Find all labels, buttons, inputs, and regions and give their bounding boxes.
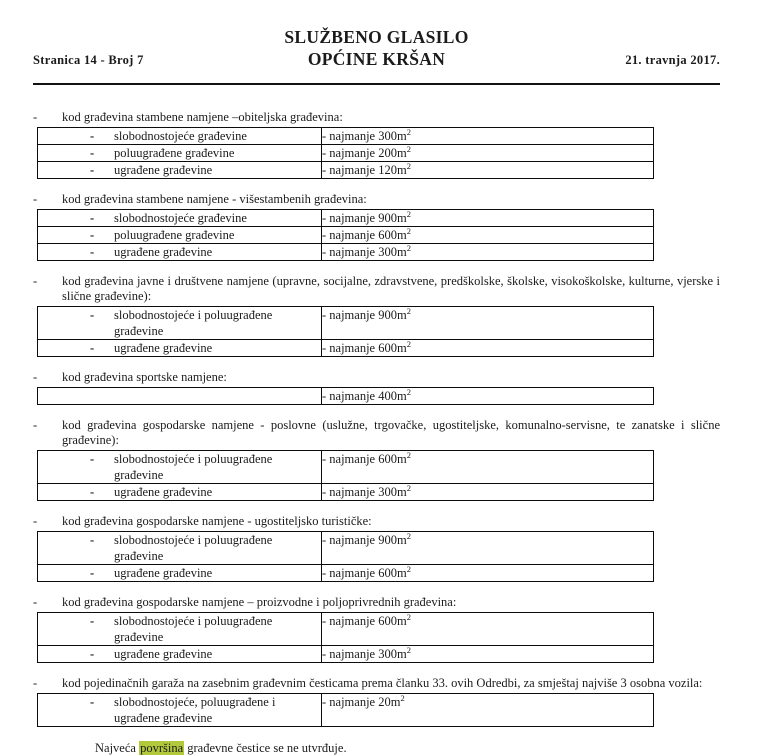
section-heading-row [33, 514, 720, 529]
section-bullet: - [33, 274, 38, 288]
table-row [38, 388, 654, 405]
footer-note-prefix: Najveća [95, 741, 140, 755]
section-heading-row [33, 192, 720, 207]
row-value: - najmanje 900m [322, 308, 407, 322]
row-value-cell [322, 128, 654, 145]
section [33, 370, 720, 405]
section-heading-row [33, 370, 720, 385]
section-heading: kod građevina stambene namjene –obiteljska građevina: [62, 110, 343, 124]
row-value: - najmanje 120m [322, 163, 407, 177]
issue-date: 21. travnja 2017. [625, 53, 720, 67]
gazette-title-line1: SLUŽBENO GLASILO [284, 27, 469, 47]
header-divider [33, 83, 720, 85]
section [33, 110, 720, 179]
row-value-cell [322, 694, 654, 727]
section-table [37, 127, 654, 179]
row-value-superscript: 2 [406, 143, 411, 154]
row-bullet: - [90, 146, 95, 160]
footer-note [95, 740, 720, 756]
section-heading-row [33, 418, 720, 448]
table-row [38, 307, 654, 340]
table-row [38, 613, 654, 646]
section-heading: kod pojedinačnih garaža na zasebnim građevnim česticama prema članku 33. ovih Odredbi, za smještaj najviše 3 osobna vozila: [62, 676, 703, 690]
section-table [37, 531, 654, 582]
row-bullet: - [90, 308, 95, 322]
table-row [38, 162, 654, 179]
table-row [38, 646, 654, 663]
row-value-superscript: 2 [400, 692, 405, 703]
row-value-superscript: 2 [406, 242, 411, 253]
row-bullet: - [90, 341, 95, 355]
row-label-cell [38, 128, 322, 145]
row-label-cell [38, 307, 322, 340]
row-label-cell [38, 145, 322, 162]
table-row [38, 210, 654, 227]
section [33, 274, 720, 357]
row-value: - najmanje 300m [322, 245, 407, 259]
row-label: ugrađene građevine [114, 245, 213, 259]
section-table [37, 306, 654, 357]
row-bullet: - [90, 566, 95, 580]
row-label: ugrađene građevine [114, 566, 213, 580]
row-label-cell [38, 613, 322, 646]
row-value-cell [322, 340, 654, 357]
row-value: - najmanje 300m [322, 485, 407, 499]
row-label-cell [38, 227, 322, 244]
row-value-cell [322, 451, 654, 484]
row-label: poluugrađene građevine [114, 228, 235, 242]
row-label-cell [38, 565, 322, 582]
table-row [38, 128, 654, 145]
footer-note-suffix: građevne čestice se ne utvrđuje. [184, 741, 347, 755]
row-label: ugrađene građevine [114, 341, 213, 355]
table-row [38, 340, 654, 357]
table-row [38, 451, 654, 484]
row-label-cell [38, 340, 322, 357]
row-label: ugrađene građevine [114, 647, 213, 661]
row-value-superscript: 2 [406, 225, 411, 236]
gazette-title-line2: OPĆINE KRŠAN [307, 49, 446, 69]
section [33, 595, 720, 663]
row-label-cell [38, 210, 322, 227]
section-heading: kod građevina stambene namjene - višestambenih građevina: [62, 192, 367, 206]
section-bullet: - [33, 192, 38, 206]
section-heading: kod građevina sportske namjene: [62, 370, 227, 384]
section-bullet: - [33, 370, 38, 384]
row-value: - najmanje 20m [322, 695, 401, 709]
row-bullet: - [90, 211, 95, 225]
row-value-superscript: 2 [406, 126, 411, 137]
row-bullet: - [90, 129, 95, 143]
row-label: slobodnostojeće i poluugrađene građevine [114, 308, 273, 338]
masthead [33, 26, 720, 70]
row-value: - najmanje 200m [322, 146, 407, 160]
section-heading: kod građevina gospodarske namjene – proizvodne i poljoprivrednih građevina: [62, 595, 457, 609]
section-table [37, 693, 654, 727]
row-value-cell [322, 307, 654, 340]
row-label: slobodnostojeće građevine [114, 211, 247, 225]
row-value-superscript: 2 [406, 563, 411, 574]
row-label: slobodnostojeće i poluugrađene građevine [114, 614, 273, 644]
footer-note-highlight: površina [140, 741, 184, 755]
row-value-cell [322, 565, 654, 582]
row-label-cell [38, 162, 322, 179]
row-label: slobodnostojeće i poluugrađene građevine [114, 452, 273, 482]
row-label: poluugrađene građevine [114, 146, 235, 160]
row-value: - najmanje 600m [322, 614, 407, 628]
row-value-cell [322, 210, 654, 227]
section-table [37, 387, 654, 405]
row-value-superscript: 2 [406, 530, 411, 541]
row-value-cell [322, 227, 654, 244]
section-heading: kod građevina gospodarske namjene - ugostiteljsko turističke: [62, 514, 372, 528]
row-value-cell [322, 532, 654, 565]
row-label-cell [38, 484, 322, 501]
table-row [38, 532, 654, 565]
row-value-superscript: 2 [406, 482, 411, 493]
row-value: - najmanje 400m [322, 389, 407, 403]
row-value-cell [322, 484, 654, 501]
section-table [37, 612, 654, 663]
section-heading-row [33, 110, 720, 125]
page-number-issue: Stranica 14 - Broj 7 [33, 53, 144, 67]
row-value-cell [322, 388, 654, 405]
section-heading-row [33, 595, 720, 610]
table-row [38, 694, 654, 727]
row-value-superscript: 2 [406, 449, 411, 460]
table-row [38, 227, 654, 244]
row-value-cell [322, 646, 654, 663]
row-bullet: - [90, 228, 95, 242]
table-row [38, 484, 654, 501]
row-label-cell [38, 532, 322, 565]
row-bullet: - [90, 245, 95, 259]
section-bullet: - [33, 418, 38, 432]
row-value: - najmanje 900m [322, 533, 407, 547]
row-label: slobodnostojeće i poluugrađene građevine [114, 533, 273, 563]
section-bullet: - [33, 676, 38, 690]
row-value-superscript: 2 [406, 305, 411, 316]
row-value-superscript: 2 [406, 644, 411, 655]
row-value-cell [322, 613, 654, 646]
table-row [38, 244, 654, 261]
section-heading-row [33, 274, 720, 304]
row-bullet: - [90, 647, 95, 661]
row-label-cell [38, 694, 322, 727]
section [33, 676, 720, 727]
section-table [37, 450, 654, 501]
row-value: - najmanje 600m [322, 452, 407, 466]
row-value-superscript: 2 [406, 338, 411, 349]
row-bullet: - [90, 452, 95, 466]
section-bullet: - [33, 514, 38, 528]
row-label: ugrađene građevine [114, 163, 213, 177]
table-row [38, 565, 654, 582]
row-value: - najmanje 600m [322, 341, 407, 355]
row-value-cell [322, 162, 654, 179]
section-heading: kod građevina gospodarske namjene - poslovne (uslužne, trgovačke, ugostiteljske, komunalno-servisne, te zanatske i slične građevine): [62, 418, 720, 447]
section-bullet: - [33, 110, 38, 124]
section-bullet: - [33, 595, 38, 609]
section-heading: kod građevina javne i društvene namjene (upravne, socijalne, zdravstvene, predškolske, školske, visokoškolske, kulturne, vjerske i slične građevine): [62, 274, 720, 303]
row-value-superscript: 2 [406, 208, 411, 219]
gazette-title [284, 26, 468, 70]
row-bullet: - [90, 533, 95, 547]
row-label-cell [38, 646, 322, 663]
row-label: slobodnostojeće, poluugrađene i ugrađene građevine [114, 695, 276, 725]
row-value-superscript: 2 [406, 160, 411, 171]
row-bullet: - [90, 614, 95, 628]
row-label-cell [38, 244, 322, 261]
row-value: - najmanje 900m [322, 211, 407, 225]
row-label-cell [38, 388, 322, 405]
row-value-cell [322, 244, 654, 261]
row-bullet: - [90, 485, 95, 499]
row-label: slobodnostojeće građevine [114, 129, 247, 143]
row-value: - najmanje 300m [322, 647, 407, 661]
section-table [37, 209, 654, 261]
row-label: ugrađene građevine [114, 485, 213, 499]
section [33, 418, 720, 501]
section [33, 514, 720, 582]
section-heading-row [33, 676, 720, 691]
section [33, 192, 720, 261]
sections-container [33, 110, 720, 727]
row-value: - najmanje 600m [322, 228, 407, 242]
row-bullet: - [90, 163, 95, 177]
table-row [38, 145, 654, 162]
row-value-cell [322, 145, 654, 162]
row-value: - najmanje 300m [322, 129, 407, 143]
row-value-superscript: 2 [406, 386, 411, 397]
row-bullet: - [90, 695, 95, 709]
row-label-cell [38, 451, 322, 484]
row-value-superscript: 2 [406, 611, 411, 622]
row-value: - najmanje 600m [322, 566, 407, 580]
